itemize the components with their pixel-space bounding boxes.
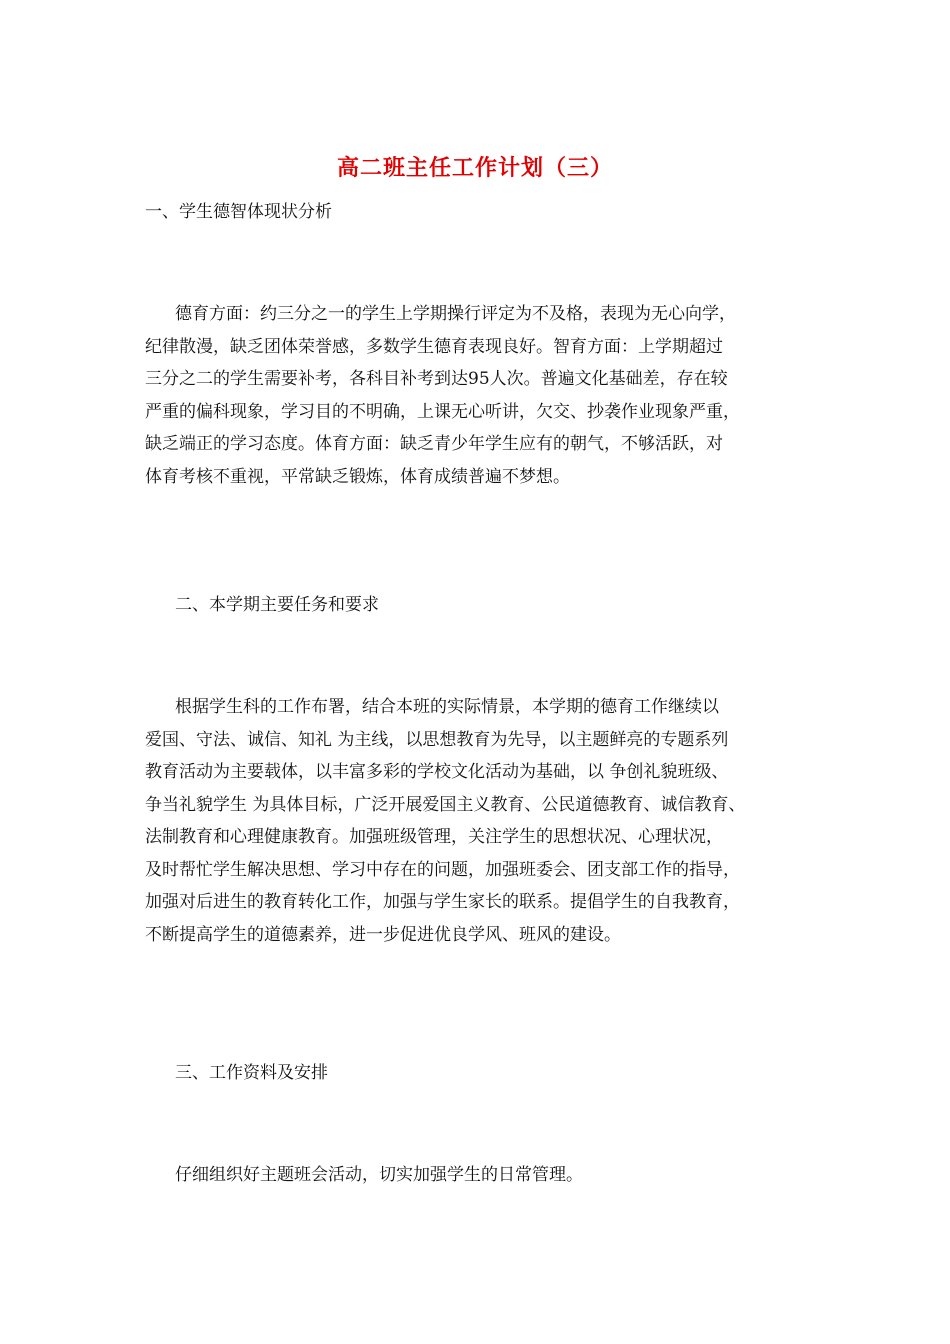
section-paragraph-2 [145,691,815,951]
paragraph-line: 仔细组织好主题班会活动，切实加强学生的日常管理。 [175,1165,583,1185]
paragraph-line: 加强对后进生的教育转化工作，加强与学生家长的联系。提倡学生的自我教育， [145,892,740,912]
paragraph-line: 法制教育和心理健康教育。加强班级管理，关注学生的思想状况、心理状况， [145,827,723,847]
paragraph-line: 缺乏端正的学习态度。体育方面：缺乏青少年学生应有的朝气，不够活跃，对 [145,434,723,454]
section-paragraph-3 [145,1159,815,1192]
paragraph-line: 争当礼貌学生 为具体目标，广泛开展爱国主义教育、公民道德教育、诚信教育、 [145,794,746,815]
paragraph-line: 体育考核不重视，平常缺乏锻炼，体育成绩普遍不梦想。 [145,466,570,487]
paragraph-line: 严重的偏科现象，学习目的不明确，上课无心听讲，欠交、抄袭作业现象严重， [145,401,740,422]
section-heading-2: 二、本学期主要任务和要求 [175,595,379,615]
paragraph-line: 教育活动为主要载体，以丰富多彩的学校文化活动为基础，以 争创礼貌班级、 [145,762,729,782]
paragraph-line: 纪律散漫，缺乏团体荣誉感，多数学生德育表现良好。智育方面：上学期超过 [145,336,723,357]
paragraph-line: 根据学生科的工作布署，结合本班的实际情景，本学期的德育工作继续以 [175,697,719,717]
document-title: 高二班主任工作计划（三） [336,155,613,181]
paragraph-line: 及时帮忙学生解决思想、学习中存在的问题，加强班委会、团支部工作的指导， [145,859,740,880]
paragraph-line: 德育方面：约三分之一的学生上学期操行评定为不及格，表现为无心向学， [175,304,736,324]
section-heading-3: 三、工作资料及安排 [175,1063,328,1083]
section-paragraph-1 [145,298,815,493]
paragraph-line: 爱国、守法、诚信、知礼 为主线，以思想教育为先导，以主题鲜亮的专题系列 [145,729,729,750]
paragraph-line: 三分之二的学生需要补考，各科目补考到达95人次。普遍文化基础差，存在较 [145,369,728,389]
paragraph-line: 不断提高学生的道德素养，进一步促进优良学风、班风的建设。 [145,924,621,945]
section-heading-1: 一、学生德智体现状分析 [145,202,332,222]
